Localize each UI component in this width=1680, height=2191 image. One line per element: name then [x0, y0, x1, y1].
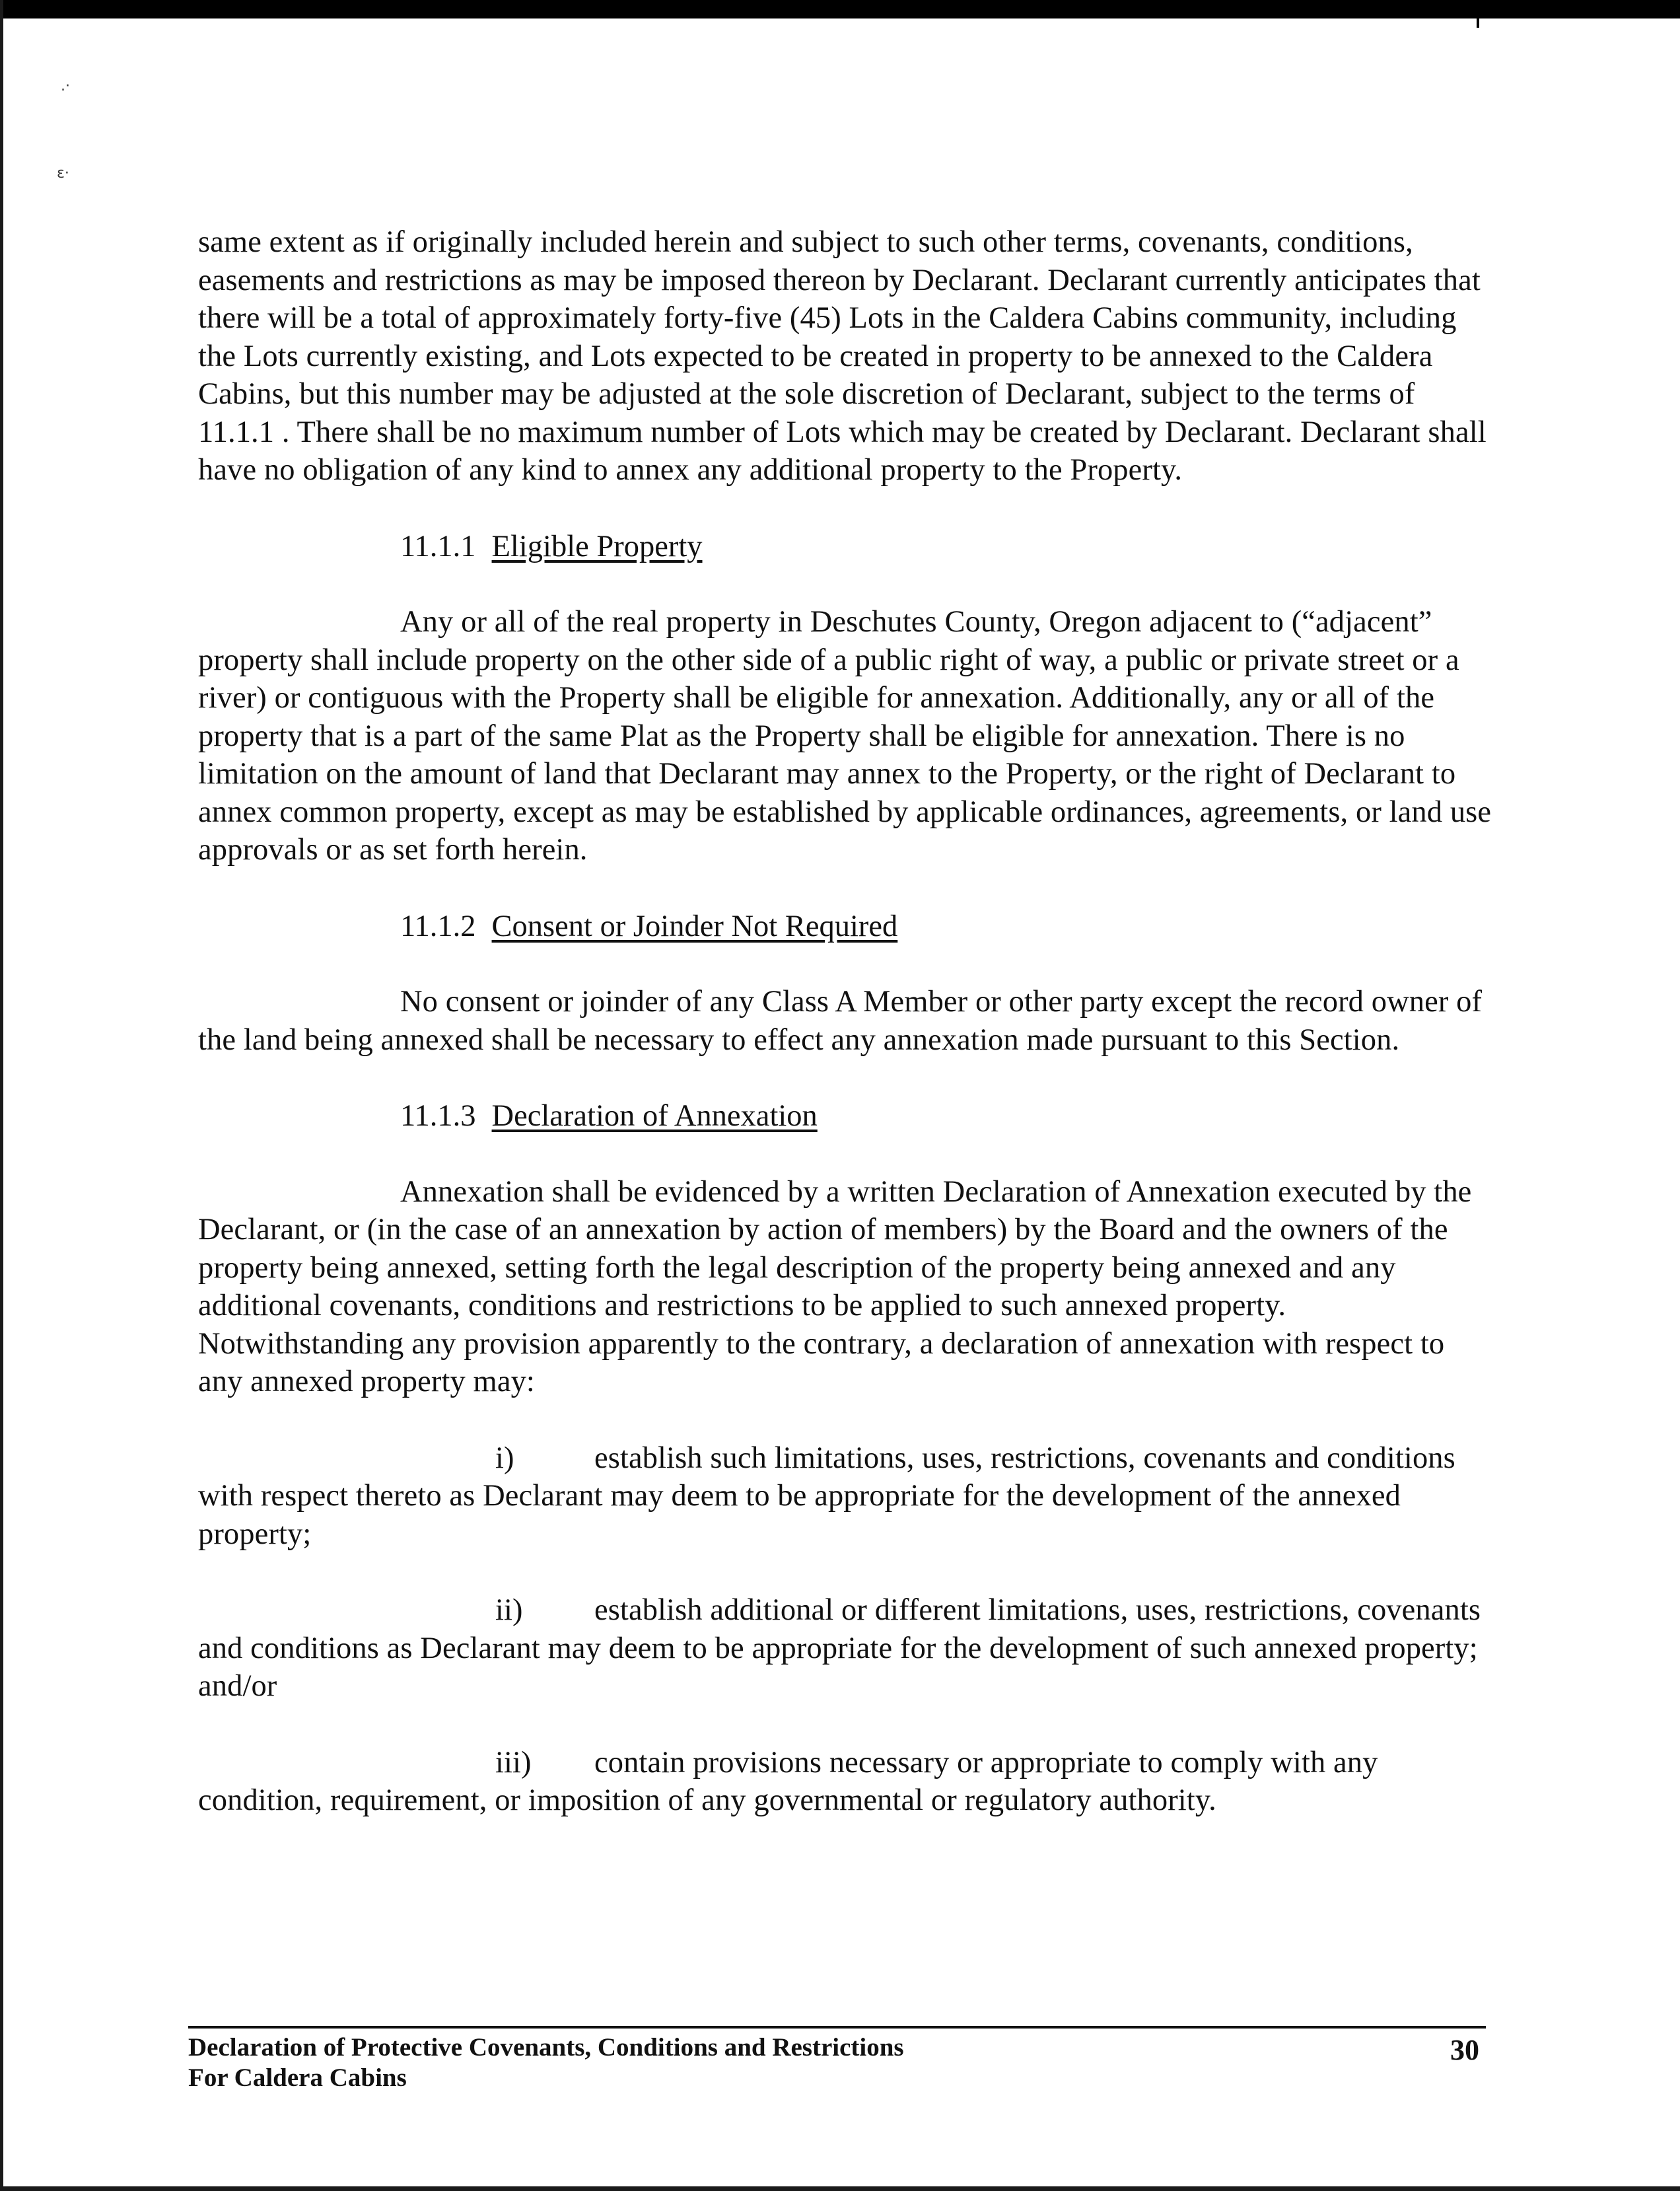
list-item-marker: iii) [495, 1745, 532, 1779]
section-body-declaration-of-annexation: Annexation shall be evidenced by a written Declaration of Annexation executed by the Declarant, or (in the case of an annexation by action of members) by the Board and the owners of the property being annexed, setting forth the legal description of the property being annexed and any additional covenants, conditions and restrictions to be applied to such annexed property. Notwithstanding any provision apparently to the contrary, a declaration of annexation with respect to any annexed property may: [198, 1174, 1472, 1398]
section-title: Eligible Property [491, 529, 703, 563]
list-item-marker: ii) [495, 1593, 523, 1627]
section-number: 11.1.1 [400, 529, 476, 563]
section-body-eligible-property: Any or all of the real property in Deschutes County, Oregon adjacent to (“adjacent” property shall include property on the other side of a public right of way, a public or private street or a river) or contiguous with the Property shall be eligible for annexation. Additionally, any or all of the property that is a part of the same Plat as the Property shall be eligible for annexation. There is no limitation on the amount of land that Declarant may annex to the Property, or the right of Declarant to annex common property, except as may be established by applicable ordinances, agreements, or land use approvals or as set forth herein. [198, 605, 1492, 867]
section-number: 11.1.3 [400, 1099, 476, 1133]
section-number: 11.1.2 [400, 909, 476, 943]
scan-speck: ɛ· [57, 165, 69, 182]
section-heading-consent [198, 908, 1492, 946]
list-item-text: contain provisions necessary or appropriate to comply with any condition, requirement, or imposition of any governmental or regulatory authority. [198, 1745, 1378, 1817]
section-heading-eligible-property [198, 528, 1492, 566]
list-item-marker: i) [495, 1441, 514, 1475]
list-item [198, 1591, 1492, 1706]
document-body [198, 223, 1492, 1820]
scan-bottom-border [0, 2186, 1680, 2191]
footer-title-line2: For Caldera Cabins [188, 2064, 407, 2092]
scan-top-mark [1477, 0, 1479, 28]
list-item [198, 1744, 1492, 1820]
scan-top-border [0, 0, 1680, 18]
footer-divider [188, 2026, 1486, 2029]
list-item-text: establish such limitations, uses, restrictions, covenants and conditions with respect thereto as Declarant may deem to be appropriate for the development of the annexed property; [198, 1441, 1455, 1551]
footer-title-line1: Declaration of Protective Covenants, Conditions and Restrictions [188, 2033, 904, 2062]
list-item [198, 1439, 1492, 1554]
section-heading-declaration-of-annexation [198, 1097, 1492, 1135]
scan-speck: .· [61, 78, 70, 94]
page-number: 30 [1450, 2034, 1479, 2066]
section-body-consent: No consent or joinder of any Class A Member or other party except the record owner of the land being annexed shall be necessary to effect any annexation made pursuant to this Section. [198, 985, 1483, 1057]
page-footer [188, 2032, 1486, 2093]
scan-left-border [0, 0, 3, 2191]
list-item-text: establish additional or different limitations, uses, restrictions, covenants and conditions as Declarant may deem to be appropriate for the development of such annexed property; and/or [198, 1593, 1481, 1703]
section-title: Consent or Joinder Not Required [491, 909, 898, 943]
section-title: Declaration of Annexation [491, 1099, 818, 1133]
intro-paragraph: same extent as if originally included herein and subject to such other terms, covenants, conditions, easements and restrictions as may be imposed thereon by Declarant. Declarant currently anticipates that there will be a total of approximately forty-five (45) Lots in the Caldera Cabins community, including the Lots currently existing, and Lots expected to be created in property to be annexed to the Caldera Cabins, but this number may be adjusted at the sole discretion of Declarant, subject to the terms of 11.1.1 . There shall be no maximum number of Lots which may be created by Declarant. Declarant shall have no obligation of any kind to annex any additional property to the Property. [198, 225, 1487, 487]
